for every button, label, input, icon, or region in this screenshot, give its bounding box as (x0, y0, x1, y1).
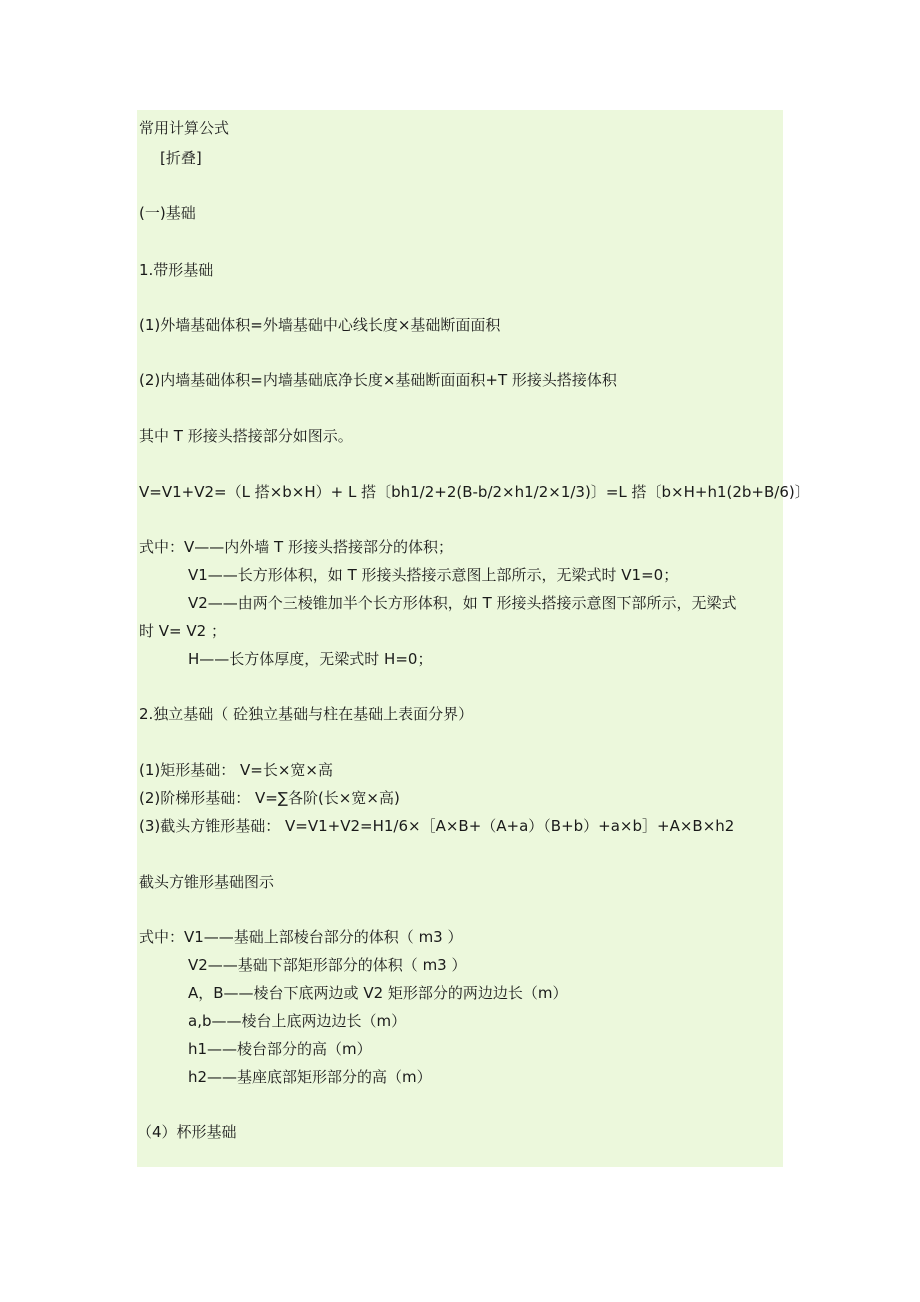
fold-toggle[interactable]: [折叠] (160, 149, 202, 167)
item-heading: （4）杯形基础 (137, 1123, 237, 1141)
formula-line: (1)矩形基础： V=长×宽×高 (139, 761, 333, 779)
definition-line: 式中：V——内外墙 T 形接头搭接部分的体积； (139, 538, 453, 556)
definition-line: V2——基础下部矩形部分的体积（ m3 ） (188, 956, 467, 974)
definition-line: 时 V= V2 ； (139, 622, 226, 640)
formula-line: (2)阶梯形基础： V=∑各阶(长×宽×高) (139, 789, 400, 807)
definition-line: V2——由两个三棱锥加半个长方形体积，如 T 形接头搭接示意图下部所示，无梁式 (188, 594, 737, 612)
item-heading: 1.带形基础 (139, 261, 214, 279)
definition-line: a,b——棱台上底两边边长（m） (188, 1012, 407, 1030)
document-title: 常用计算公式 (139, 119, 230, 137)
section-heading: (一)基础 (139, 204, 196, 222)
formula-line: (2)内墙基础体积=内墙基础底净长度×基础断面面积+T 形接头搭接体积 (139, 371, 617, 389)
definition-line: A，B——棱台下底两边或 V2 矩形部分的两边边长（m） (188, 984, 568, 1002)
content-panel (137, 110, 783, 1167)
formula-line: V=V1+V2=（L 搭×b×H）+ L 搭〔bh1/2+2(B-b/2×h1/2×1/3)〕=L 搭〔b×H+h1(2b+B/6)〕 (139, 483, 810, 501)
definition-line: V1——长方形体积，如 T 形接头搭接示意图上部所示，无梁式时 V1=0； (188, 566, 679, 584)
figure-caption: 截头方锥形基础图示 (139, 873, 275, 891)
formula-line: (1)外墙基础体积=外墙基础中心线长度×基础断面面积 (139, 316, 501, 334)
item-heading: 2.独立基础（ 砼独立基础与柱在基础上表面分界） (139, 705, 474, 723)
definition-line: h2——基座底部矩形部分的高（m） (188, 1068, 432, 1086)
definition-line: 式中：V1——基础上部棱台部分的体积（ m3 ） (139, 928, 463, 946)
definition-line: h1——棱台部分的高（m） (188, 1040, 372, 1058)
definition-line: H——长方体厚度，无梁式时 H=0； (188, 650, 433, 668)
paragraph: 其中 T 形接头搭接部分如图示。 (139, 427, 353, 445)
formula-line: (3)截头方锥形基础： V=V1+V2=H1/6×［A×B+（A+a）（B+b）+a×b］+A×B×h2 (139, 817, 735, 835)
